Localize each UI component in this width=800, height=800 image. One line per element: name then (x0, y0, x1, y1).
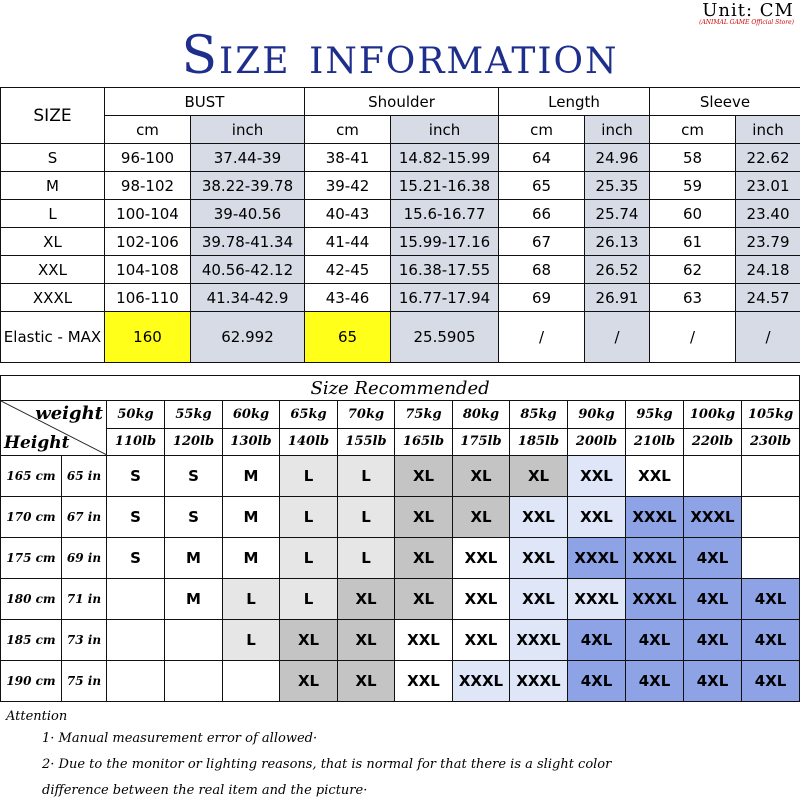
measure-cell: 25.35 (585, 172, 650, 200)
unit-header: inch (736, 116, 800, 144)
size-recommend-cell (165, 620, 223, 661)
weight-kg: 70kg (338, 401, 395, 429)
size-recommend-cell: XXL (453, 538, 510, 579)
size-recommend-cell: XL (280, 620, 338, 661)
measure-cell: 40.56-42.12 (191, 256, 305, 284)
measure-cell: 96-100 (105, 144, 191, 172)
unit-header: cm (650, 116, 736, 144)
weight-lb: 110lb (107, 428, 165, 456)
size-recommend-cell: 4XL (568, 620, 626, 661)
size-recommend-cell (684, 456, 742, 497)
size-name: XL (1, 228, 105, 256)
size-recommend-cell: XXL (626, 456, 684, 497)
size-row (1, 228, 800, 256)
size-recommend-cell: 4XL (742, 620, 800, 661)
measure-cell: 15.99-17.16 (391, 228, 499, 256)
measure-cell: 39.78-41.34 (191, 228, 305, 256)
unit-header: cm (105, 116, 191, 144)
size-recommend-cell: XL (395, 456, 453, 497)
size-recommend-cell: XL (510, 456, 568, 497)
height-cm: 175 cm (1, 538, 62, 579)
measure-cell: 69 (499, 284, 585, 312)
measure-cell: 104-108 (105, 256, 191, 284)
measure-cell: 61 (650, 228, 736, 256)
weight-lb: 200lb (568, 428, 626, 456)
height-row (1, 497, 800, 538)
size-recommend-cell: XXXL (510, 620, 568, 661)
measure-cell: 24.57 (736, 284, 800, 312)
measure-cell: 23.01 (736, 172, 800, 200)
size-recommend-cell: S (107, 538, 165, 579)
size-row (1, 144, 800, 172)
height-cm: 165 cm (1, 456, 62, 497)
store-text: (ANIMAL GAME Official Store) (699, 19, 794, 26)
weight-height-corner (1, 401, 107, 456)
height-in: 71 in (62, 579, 107, 620)
height-row (1, 456, 800, 497)
size-recommend-cell (742, 538, 800, 579)
size-recommend-cell: 4XL (742, 661, 800, 702)
unit-header: inch (585, 116, 650, 144)
height-in: 65 in (62, 456, 107, 497)
weight-lb: 175lb (453, 428, 510, 456)
recommend-table (0, 375, 800, 702)
size-name: XXXL (1, 284, 105, 312)
measure-cell: 37.44-39 (191, 144, 305, 172)
size-recommend-cell (107, 620, 165, 661)
size-recommend-cell: L (338, 538, 395, 579)
weight-kg: 60kg (223, 401, 280, 429)
size-recommend-cell: M (223, 538, 280, 579)
measure-cell: 16.77-17.94 (391, 284, 499, 312)
size-row (1, 172, 800, 200)
size-recommend-cell (107, 579, 165, 620)
size-recommend-cell: XXXL (626, 497, 684, 538)
group-header: Shoulder (305, 88, 499, 116)
size-recommend-cell: XL (395, 538, 453, 579)
measure-cell: 26.13 (585, 228, 650, 256)
measure-cell: 62 (650, 256, 736, 284)
size-recommend-cell (742, 456, 800, 497)
weight-kg: 90kg (568, 401, 626, 429)
size-recommend-cell: XXXL (453, 661, 510, 702)
height-cm: 190 cm (1, 661, 62, 702)
elastic-cell: / (499, 312, 585, 363)
size-recommend-cell: 4XL (684, 661, 742, 702)
size-recommend-cell: L (280, 497, 338, 538)
weight-lb: 210lb (626, 428, 684, 456)
size-recommend-cell: 4XL (626, 661, 684, 702)
elastic-cell: 65 (305, 312, 391, 363)
measure-cell: 16.38-17.55 (391, 256, 499, 284)
measure-cell: 106-110 (105, 284, 191, 312)
height-label: Height (4, 433, 70, 453)
weight-lb: 130lb (223, 428, 280, 456)
elastic-row (1, 312, 800, 363)
height-in: 73 in (62, 620, 107, 661)
size-name: S (1, 144, 105, 172)
measure-cell: 65 (499, 172, 585, 200)
weight-label: weight (35, 403, 103, 424)
measure-cell: 39-42 (305, 172, 391, 200)
size-recommend-cell: XXL (568, 456, 626, 497)
recommend-title: Size Recommended (1, 376, 800, 401)
size-recommend-cell: L (223, 579, 280, 620)
attention-label: Attention (6, 709, 68, 724)
size-table (0, 87, 800, 363)
size-row (1, 284, 800, 312)
weight-lb: 230lb (742, 428, 800, 456)
measure-cell: 14.82-15.99 (391, 144, 499, 172)
weight-lb: 220lb (684, 428, 742, 456)
unit-text: Unit: CM (702, 0, 794, 21)
note-1: 1· Manual measurement error of allowed· (42, 731, 318, 746)
size-recommend-cell: XXXL (626, 538, 684, 579)
weight-lb: 165lb (395, 428, 453, 456)
size-name: L (1, 200, 105, 228)
size-recommend-cell: L (280, 579, 338, 620)
elastic-label: Elastic - MAX (1, 312, 105, 363)
weight-kg: 100kg (684, 401, 742, 429)
height-row (1, 538, 800, 579)
size-recommend-cell: XL (280, 661, 338, 702)
size-row (1, 256, 800, 284)
height-in: 69 in (62, 538, 107, 579)
measure-cell: 66 (499, 200, 585, 228)
size-recommend-cell (223, 661, 280, 702)
size-recommend-cell: L (338, 497, 395, 538)
elastic-cell: 62.992 (191, 312, 305, 363)
measure-cell: 38-41 (305, 144, 391, 172)
size-recommend-cell (107, 661, 165, 702)
size-recommend-cell: XXL (395, 620, 453, 661)
size-recommend-cell: L (280, 456, 338, 497)
group-header: Length (499, 88, 650, 116)
size-recommend-cell: XXL (568, 497, 626, 538)
size-recommend-cell: 4XL (684, 579, 742, 620)
page-title: Size information (181, 26, 619, 86)
weight-kg: 95kg (626, 401, 684, 429)
size-recommend-cell: XXL (510, 538, 568, 579)
unit-header: cm (499, 116, 585, 144)
measure-cell: 59 (650, 172, 736, 200)
size-recommend-cell: S (107, 497, 165, 538)
height-row (1, 661, 800, 702)
weight-lb: 155lb (338, 428, 395, 456)
note-2: 2· Due to the monitor or lighting reasons, that is normal for that there is a slight color (42, 757, 612, 772)
weight-kg: 50kg (107, 401, 165, 429)
size-recommend-cell: XL (453, 456, 510, 497)
weight-lb: 185lb (510, 428, 568, 456)
size-row (1, 200, 800, 228)
size-recommend-cell: S (107, 456, 165, 497)
size-recommend-cell: XXXL (684, 497, 742, 538)
size-name: XXL (1, 256, 105, 284)
size-recommend-cell: XL (338, 661, 395, 702)
elastic-cell: 25.5905 (391, 312, 499, 363)
height-in: 67 in (62, 497, 107, 538)
height-row (1, 579, 800, 620)
measure-cell: 42-45 (305, 256, 391, 284)
measure-cell: 39-40.56 (191, 200, 305, 228)
size-recommend-cell: M (165, 579, 223, 620)
measure-cell: 23.40 (736, 200, 800, 228)
measure-cell: 22.62 (736, 144, 800, 172)
size-recommend-cell: L (338, 456, 395, 497)
weight-kg: 105kg (742, 401, 800, 429)
size-recommend-cell: XXXL (568, 579, 626, 620)
size-recommend-cell: XXXL (568, 538, 626, 579)
unit-label (699, 0, 794, 26)
measure-cell: 60 (650, 200, 736, 228)
measure-cell: 15.6-16.77 (391, 200, 499, 228)
size-recommend-cell: M (165, 538, 223, 579)
measure-cell: 64 (499, 144, 585, 172)
size-recommend-cell: 4XL (684, 538, 742, 579)
weight-kg: 80kg (453, 401, 510, 429)
elastic-cell: / (585, 312, 650, 363)
size-header: SIZE (1, 88, 105, 144)
height-cm: 170 cm (1, 497, 62, 538)
size-recommend-cell: XXL (510, 497, 568, 538)
unit-header: cm (305, 116, 391, 144)
elastic-cell: / (650, 312, 736, 363)
weight-lb: 140lb (280, 428, 338, 456)
measure-cell: 43-46 (305, 284, 391, 312)
measure-cell: 26.52 (585, 256, 650, 284)
size-recommend-cell: 4XL (684, 620, 742, 661)
size-recommend-cell: XL (395, 497, 453, 538)
measure-cell: 67 (499, 228, 585, 256)
size-recommend-cell: XXXL (510, 661, 568, 702)
group-header: Sleeve (650, 88, 800, 116)
size-recommend-cell: XL (338, 620, 395, 661)
size-recommend-cell: XXL (453, 579, 510, 620)
height-cm: 180 cm (1, 579, 62, 620)
size-recommend-cell: 4XL (742, 579, 800, 620)
size-recommend-cell: XL (338, 579, 395, 620)
unit-header: inch (191, 116, 305, 144)
size-recommend-cell: 4XL (626, 620, 684, 661)
measure-cell: 68 (499, 256, 585, 284)
size-recommend-cell: L (280, 538, 338, 579)
measure-cell: 58 (650, 144, 736, 172)
size-recommend-cell: XXL (510, 579, 568, 620)
size-recommend-cell: S (165, 456, 223, 497)
weight-kg: 75kg (395, 401, 453, 429)
measure-cell: 25.74 (585, 200, 650, 228)
size-recommend-cell: S (165, 497, 223, 538)
note-3: difference between the real item and the picture· (42, 783, 368, 798)
size-recommend-cell: XL (453, 497, 510, 538)
weight-kg: 65kg (280, 401, 338, 429)
measure-cell: 40-43 (305, 200, 391, 228)
size-recommend-cell: M (223, 497, 280, 538)
measure-cell: 41.34-42.9 (191, 284, 305, 312)
elastic-cell: 160 (105, 312, 191, 363)
measure-cell: 26.91 (585, 284, 650, 312)
measure-cell: 15.21-16.38 (391, 172, 499, 200)
weight-kg: 55kg (165, 401, 223, 429)
size-recommend-cell (742, 497, 800, 538)
weight-lb: 120lb (165, 428, 223, 456)
height-row (1, 620, 800, 661)
size-recommend-cell (165, 661, 223, 702)
size-recommend-cell: XXL (453, 620, 510, 661)
measure-cell: 98-102 (105, 172, 191, 200)
unit-header: inch (391, 116, 499, 144)
size-recommend-cell: XXL (395, 661, 453, 702)
size-recommend-cell: M (223, 456, 280, 497)
size-recommend-cell: XXXL (626, 579, 684, 620)
size-name: M (1, 172, 105, 200)
measure-cell: 23.79 (736, 228, 800, 256)
size-recommend-cell: 4XL (568, 661, 626, 702)
height-cm: 185 cm (1, 620, 62, 661)
size-recommend-cell: L (223, 620, 280, 661)
measure-cell: 100-104 (105, 200, 191, 228)
measure-cell: 63 (650, 284, 736, 312)
measure-cell: 24.96 (585, 144, 650, 172)
height-in: 75 in (62, 661, 107, 702)
size-recommend-cell: XL (395, 579, 453, 620)
measure-cell: 41-44 (305, 228, 391, 256)
elastic-cell: / (736, 312, 800, 363)
measure-cell: 38.22-39.78 (191, 172, 305, 200)
group-header: BUST (105, 88, 305, 116)
measure-cell: 102-106 (105, 228, 191, 256)
measure-cell: 24.18 (736, 256, 800, 284)
weight-kg: 85kg (510, 401, 568, 429)
